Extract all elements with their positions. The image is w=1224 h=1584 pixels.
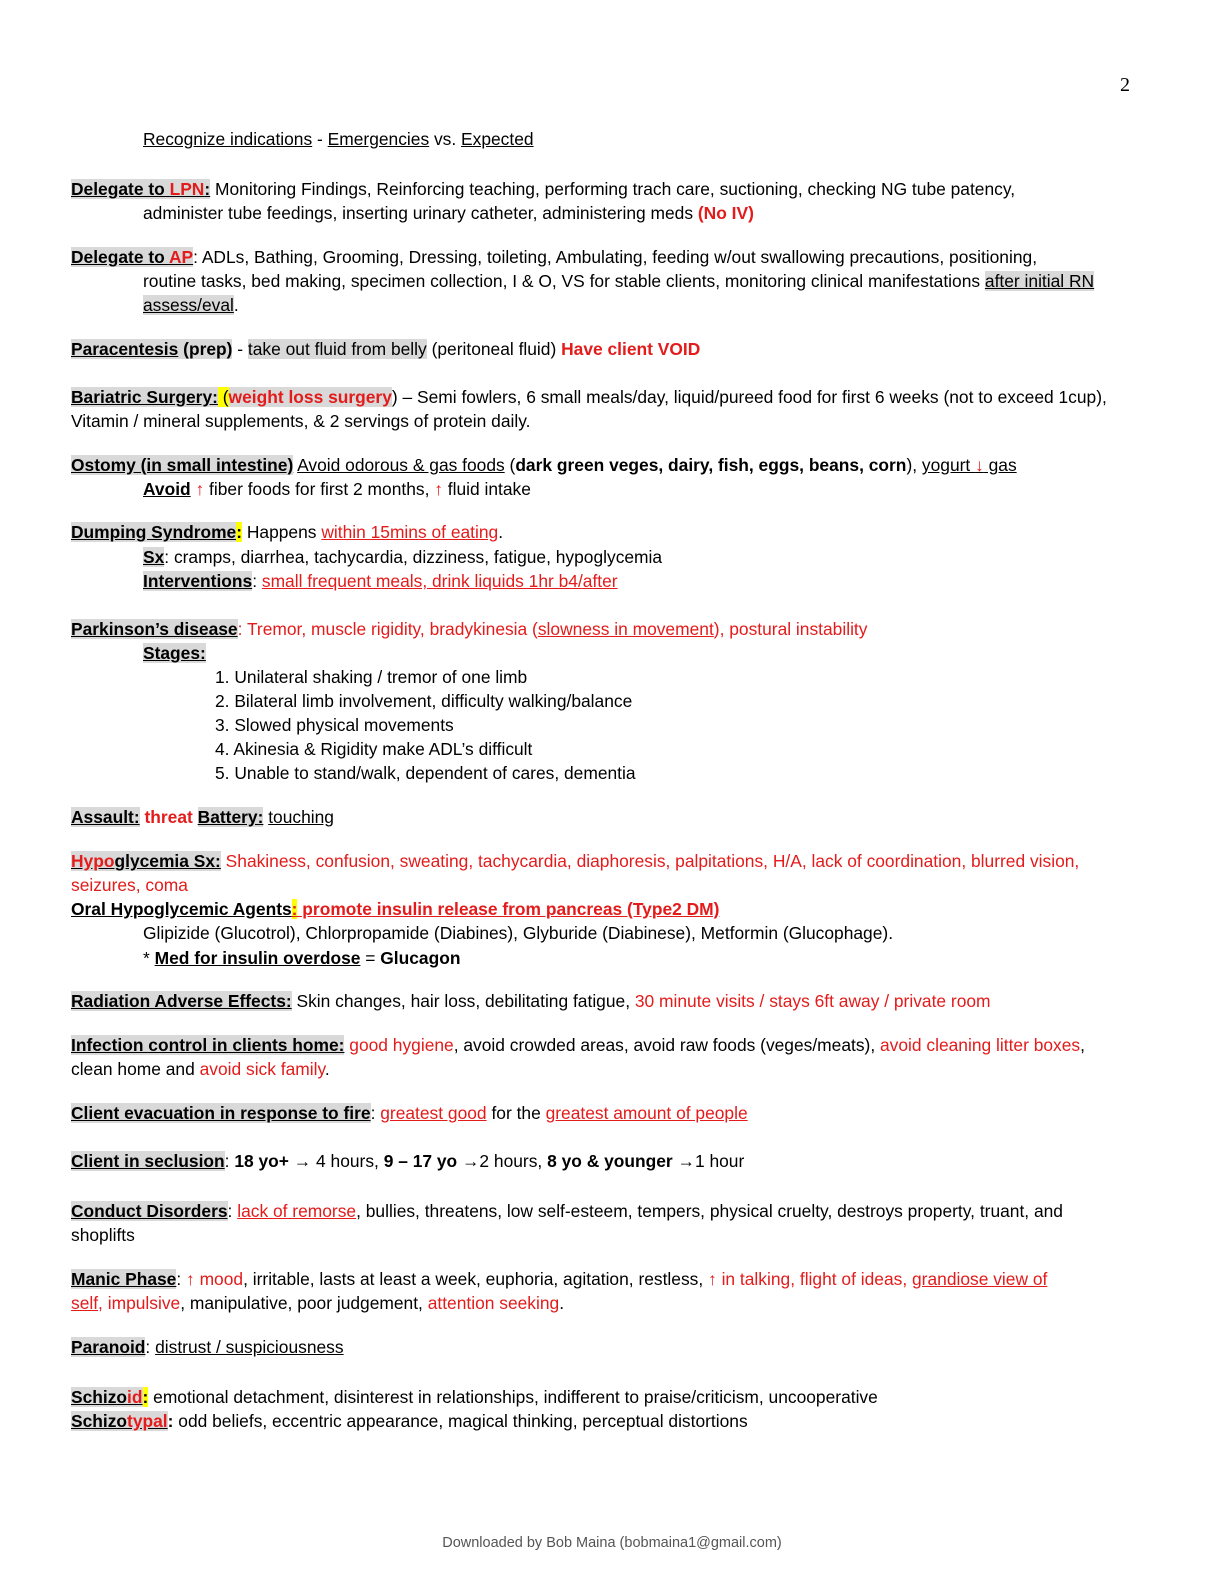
ap-line-3 xyxy=(143,293,239,317)
radiation-heading: Radiation Adverse Effects: xyxy=(71,991,292,1011)
bariatric-text-2: Vitamin / mineral supplements, & 2 servings of protein daily. xyxy=(71,411,531,431)
have-client-void: Have client VOID xyxy=(561,339,701,359)
radiation-line xyxy=(71,989,991,1013)
paracentesis-line xyxy=(71,337,700,361)
lpn-heading xyxy=(71,179,210,199)
conduct-line-1 xyxy=(71,1199,1063,1223)
dumping-heading: Dumping Syndrome xyxy=(71,522,237,542)
infection-line-2 xyxy=(71,1057,330,1081)
bariatric-heading: Bariatric Surgery: xyxy=(71,387,218,407)
manic-text-1: , irritable, lasts at least a week, euphoria, agitation, restless, xyxy=(243,1269,709,1289)
touching: touching xyxy=(268,807,334,827)
dumping-line-1 xyxy=(71,520,503,544)
parkinson-line xyxy=(71,617,867,641)
up-arrow-icon: ↑ xyxy=(186,1269,195,1289)
evacuation-heading: Client evacuation in response to fire xyxy=(71,1103,371,1123)
within-15mins: within 15mins of eating xyxy=(321,522,499,542)
colon: : xyxy=(224,1151,235,1171)
lpn-text-2: administer tube feedings, inserting urinary catheter, administering meds xyxy=(143,203,698,223)
parkinson-text-1: Tremor, muscle rigidity, bradykinesia ( xyxy=(246,619,538,639)
oral-agents-line xyxy=(71,897,719,921)
age-b: 9 – 17 yo → xyxy=(383,1151,480,1171)
mood: mood xyxy=(194,1269,244,1289)
conduct-line-2 xyxy=(71,1223,135,1247)
hypo-rest: glycemia Sx: xyxy=(114,851,221,871)
interventions-label: Interventions xyxy=(143,571,253,591)
ap-head-b: AP xyxy=(168,247,194,267)
schizotypal-line xyxy=(71,1409,748,1433)
avoid: Avoid xyxy=(143,479,191,499)
colon: : xyxy=(291,899,298,919)
stage-item: 3. Slowed physical movements xyxy=(215,715,454,735)
sx-text: : cramps, diarrhea, tachycardia, dizziness, fatigue, hypoglycemia xyxy=(164,547,663,567)
evacuation-line xyxy=(71,1101,748,1125)
manic-heading: Manic Phase xyxy=(71,1269,177,1289)
promote-insulin: promote insulin release from pancreas (Type2 DM) xyxy=(297,899,720,919)
schizoid-line xyxy=(71,1385,878,1409)
typal: typal xyxy=(127,1411,168,1431)
glucagon: Glucagon xyxy=(380,948,461,968)
paranoid-heading: Paranoid xyxy=(71,1337,146,1357)
prep: (prep) xyxy=(178,339,233,359)
parkinson-text-2: ), postural instability xyxy=(713,619,868,639)
assess-eval: assess/eval xyxy=(143,295,234,315)
paranoid-line xyxy=(71,1335,344,1359)
id: id xyxy=(127,1387,143,1407)
time-c: 1 hour xyxy=(694,1151,745,1171)
time-a: 4 hours, xyxy=(311,1151,384,1171)
colon: : xyxy=(227,1201,238,1221)
up-arrow-icon: ↑ xyxy=(708,1269,717,1289)
self: self, xyxy=(71,1293,103,1313)
po: ( xyxy=(504,455,516,475)
age-a: 18 yo+ → xyxy=(234,1151,312,1171)
greatest-good: greatest good xyxy=(380,1103,487,1123)
down-arrow-icon: ↓ xyxy=(975,455,984,475)
emergencies: Emergencies xyxy=(327,129,430,149)
take-out-fluid: take out fluid from belly xyxy=(247,339,427,359)
ap-text-2: routine tasks, bed making, specimen collection, I & O, VS for stable clients, monitoring clinical manifestations xyxy=(143,271,985,291)
paren-close: ) xyxy=(391,387,398,407)
ap-line-2 xyxy=(143,269,1094,293)
conduct-heading: Conduct Disorders xyxy=(71,1201,228,1221)
colon: : xyxy=(142,1387,149,1407)
dot: . xyxy=(498,522,504,542)
bariatric-text-1: – Semi fowlers, 6 small meals/day, liquid/pureed food for first 6 weeks (not to exceed 1cup), xyxy=(397,387,1107,407)
drugs-line xyxy=(143,921,893,945)
recognize-text: Recognize indications xyxy=(143,129,313,149)
colon: : xyxy=(167,1411,174,1431)
schizoid-text: emotional detachment, disinterest in relationships, indifferent to praise/criticism, uncooperative xyxy=(148,1387,878,1407)
ap-heading xyxy=(71,247,193,267)
greatest-amount: greatest amount of people xyxy=(545,1103,748,1123)
infection-text-1: , avoid crowded areas, avoid raw foods (veges/meats), xyxy=(453,1035,880,1055)
up-arrow-icon: ↑ xyxy=(434,479,443,499)
colon: : xyxy=(252,571,262,591)
asterisk: * xyxy=(143,948,155,968)
hypo-line-1 xyxy=(71,849,1079,873)
hypo-prefix: Hypo xyxy=(71,851,115,871)
stage-item: 1. Unilateral shaking / tremor of one limb xyxy=(215,667,528,687)
colon: : xyxy=(237,619,247,639)
comma: , xyxy=(1080,1035,1085,1055)
page-number: 2 xyxy=(1120,74,1130,96)
infection-text-2: clean home and xyxy=(71,1059,200,1079)
time-b: 2 hours, xyxy=(479,1151,548,1171)
equals: = xyxy=(360,948,381,968)
manic-line-2 xyxy=(71,1291,564,1315)
radiation-text: Skin changes, hair loss, debilitating fatigue, xyxy=(291,991,635,1011)
parkinson-heading: Parkinson’s disease xyxy=(71,619,238,639)
grandiose: grandiose view of xyxy=(912,1269,1048,1289)
lack-of-remorse: lack of remorse xyxy=(237,1201,357,1221)
ap-head-a: Delegate to xyxy=(71,247,169,267)
peritoneal: (peritoneal fluid) xyxy=(426,339,562,359)
recognize-line xyxy=(143,127,534,151)
good-hygiene: good hygiene xyxy=(344,1035,454,1055)
seclusion-heading: Client in seclusion xyxy=(71,1151,225,1171)
avoid-odorous: Avoid odorous & gas foods xyxy=(297,455,505,475)
lpn-head-a: Delegate to xyxy=(71,179,170,199)
dumping-line-3 xyxy=(143,569,618,593)
after-initial-rn: after initial RN xyxy=(984,271,1095,291)
no-iv: (No IV) xyxy=(697,203,754,223)
schizotypal-heading xyxy=(71,1411,168,1431)
dot: . xyxy=(324,1059,330,1079)
fluid: fluid intake xyxy=(442,479,531,499)
paren-open: ( xyxy=(217,387,229,407)
ap-dot: . xyxy=(233,295,239,315)
pc: ), xyxy=(906,455,922,475)
yogurt-gas xyxy=(922,455,1017,475)
gas: gas xyxy=(983,455,1017,475)
attention-seeking: attention seeking xyxy=(427,1293,560,1313)
assault-line xyxy=(71,805,334,829)
seclusion-line xyxy=(71,1149,744,1173)
colon: : xyxy=(236,522,243,542)
hypo-text-1: Shakiness, confusion, sweating, tachycardia, diaphoresis, palpitations, H/A, lack of coordination, blurred vision, xyxy=(225,851,1080,871)
glucagon-line xyxy=(143,946,460,970)
paranoid-text: distrust / suspiciousness xyxy=(155,1337,344,1357)
yogurt: yogurt xyxy=(921,455,976,475)
sick-family: avoid sick family xyxy=(199,1059,325,1079)
litter-boxes: avoid cleaning litter boxes xyxy=(880,1035,1081,1055)
weight-loss-surgery: weight loss surgery xyxy=(228,387,392,407)
bariatric-line-1 xyxy=(71,385,1107,409)
stages: Stages: xyxy=(143,643,206,663)
dot: . xyxy=(559,1293,565,1313)
talking: in talking, flight of ideas, xyxy=(716,1269,913,1289)
ostomy-line-2 xyxy=(143,477,531,501)
stage-item: 4. Akinesia & Rigidity make ADL’s difficult xyxy=(215,739,533,759)
radiation-red: 30 minute visits / stays 6ft away / private room xyxy=(634,991,991,1011)
lpn-line-1 xyxy=(71,177,1015,201)
hypo-text-2: seizures, coma xyxy=(71,875,188,895)
colon: : xyxy=(145,1337,156,1357)
conduct-text-1: , bullies, threatens, low self-esteem, tempers, physical cruelty, destroys property, truant, and xyxy=(356,1201,1063,1221)
colon: : xyxy=(176,1269,187,1289)
slowness: slowness in movement xyxy=(537,619,714,639)
hypo-heading xyxy=(71,851,221,871)
manic-line-1 xyxy=(71,1267,1047,1291)
manic-text-2: , manipulative, poor judgement, xyxy=(180,1293,428,1313)
lpn-line-2 xyxy=(143,201,754,225)
colon: : xyxy=(370,1103,381,1123)
schizoid-heading xyxy=(71,1387,143,1407)
dash: - xyxy=(232,339,248,359)
lpn-text-1: Monitoring Findings, Reinforcing teaching, performing trach care, suctioning, checking NG tube patency, xyxy=(210,179,1016,199)
drugs: Glipizide (Glucotrol), Chlorpropamide (Diabines), Glyburide (Diabinese), Metformin (Glucophage). xyxy=(143,923,894,943)
impulsive: impulsive xyxy=(102,1293,181,1313)
for-the: for the xyxy=(486,1103,546,1123)
med-insulin-overdose: Med for insulin overdose xyxy=(154,948,361,968)
schizo: Schizo xyxy=(71,1411,128,1431)
battery-heading: Battery: xyxy=(197,807,264,827)
dumping-line-2 xyxy=(143,545,662,569)
bariatric-line-2 xyxy=(71,409,530,433)
schizotypal-text: odd beliefs, eccentric appearance, magical thinking, perceptual distortions xyxy=(173,1411,748,1431)
infection-line-1 xyxy=(71,1033,1085,1057)
vs: vs. xyxy=(429,129,462,149)
expected: Expected xyxy=(461,129,534,149)
age-c: 8 yo & younger → xyxy=(547,1151,695,1171)
hypo-line-2 xyxy=(71,873,188,897)
ap-text-1: : ADLs, Bathing, Grooming, Dressing, toileting, Ambulating, feeding w/out swallowing precautions, positioning, xyxy=(193,247,1038,267)
gas-foods-list: dark green veges, dairy, fish, eggs, beans, corn xyxy=(515,455,907,475)
stage-item: 2. Bilateral limb involvement, difficulty walking/balance xyxy=(215,691,633,711)
interventions-text: small frequent meals, drink liquids 1hr b4/after xyxy=(261,571,618,591)
sep: - xyxy=(312,129,328,149)
oral-agents-heading: Oral Hypoglycemic Agents xyxy=(71,899,292,919)
lpn-head-b: LPN xyxy=(169,179,205,199)
happens: Happens xyxy=(242,522,322,542)
download-footer: Downloaded by Bob Maina (bobmaina1@gmail.com) xyxy=(442,1535,782,1551)
sx-label: Sx xyxy=(143,547,165,567)
ostomy-line-1 xyxy=(71,453,1017,477)
stage-item: 5. Unable to stand/walk, dependent of cares, dementia xyxy=(215,763,636,783)
fiber: fiber foods for first 2 months, xyxy=(204,479,435,499)
up-arrow-icon: ↑ xyxy=(190,479,205,499)
ap-line-1 xyxy=(71,245,1037,269)
ostomy-heading: Ostomy (in small intestine) xyxy=(71,455,294,475)
conduct-text-2: shoplifts xyxy=(71,1225,135,1245)
threat: threat xyxy=(144,807,193,827)
infection-heading: Infection control in clients home: xyxy=(71,1035,345,1055)
stages-label xyxy=(143,641,206,665)
paracentesis-heading: Paracentesis xyxy=(71,339,179,359)
assault-heading: Assault: xyxy=(71,807,140,827)
lpn-head-c: : xyxy=(204,179,211,199)
schizo: Schizo xyxy=(71,1387,128,1407)
